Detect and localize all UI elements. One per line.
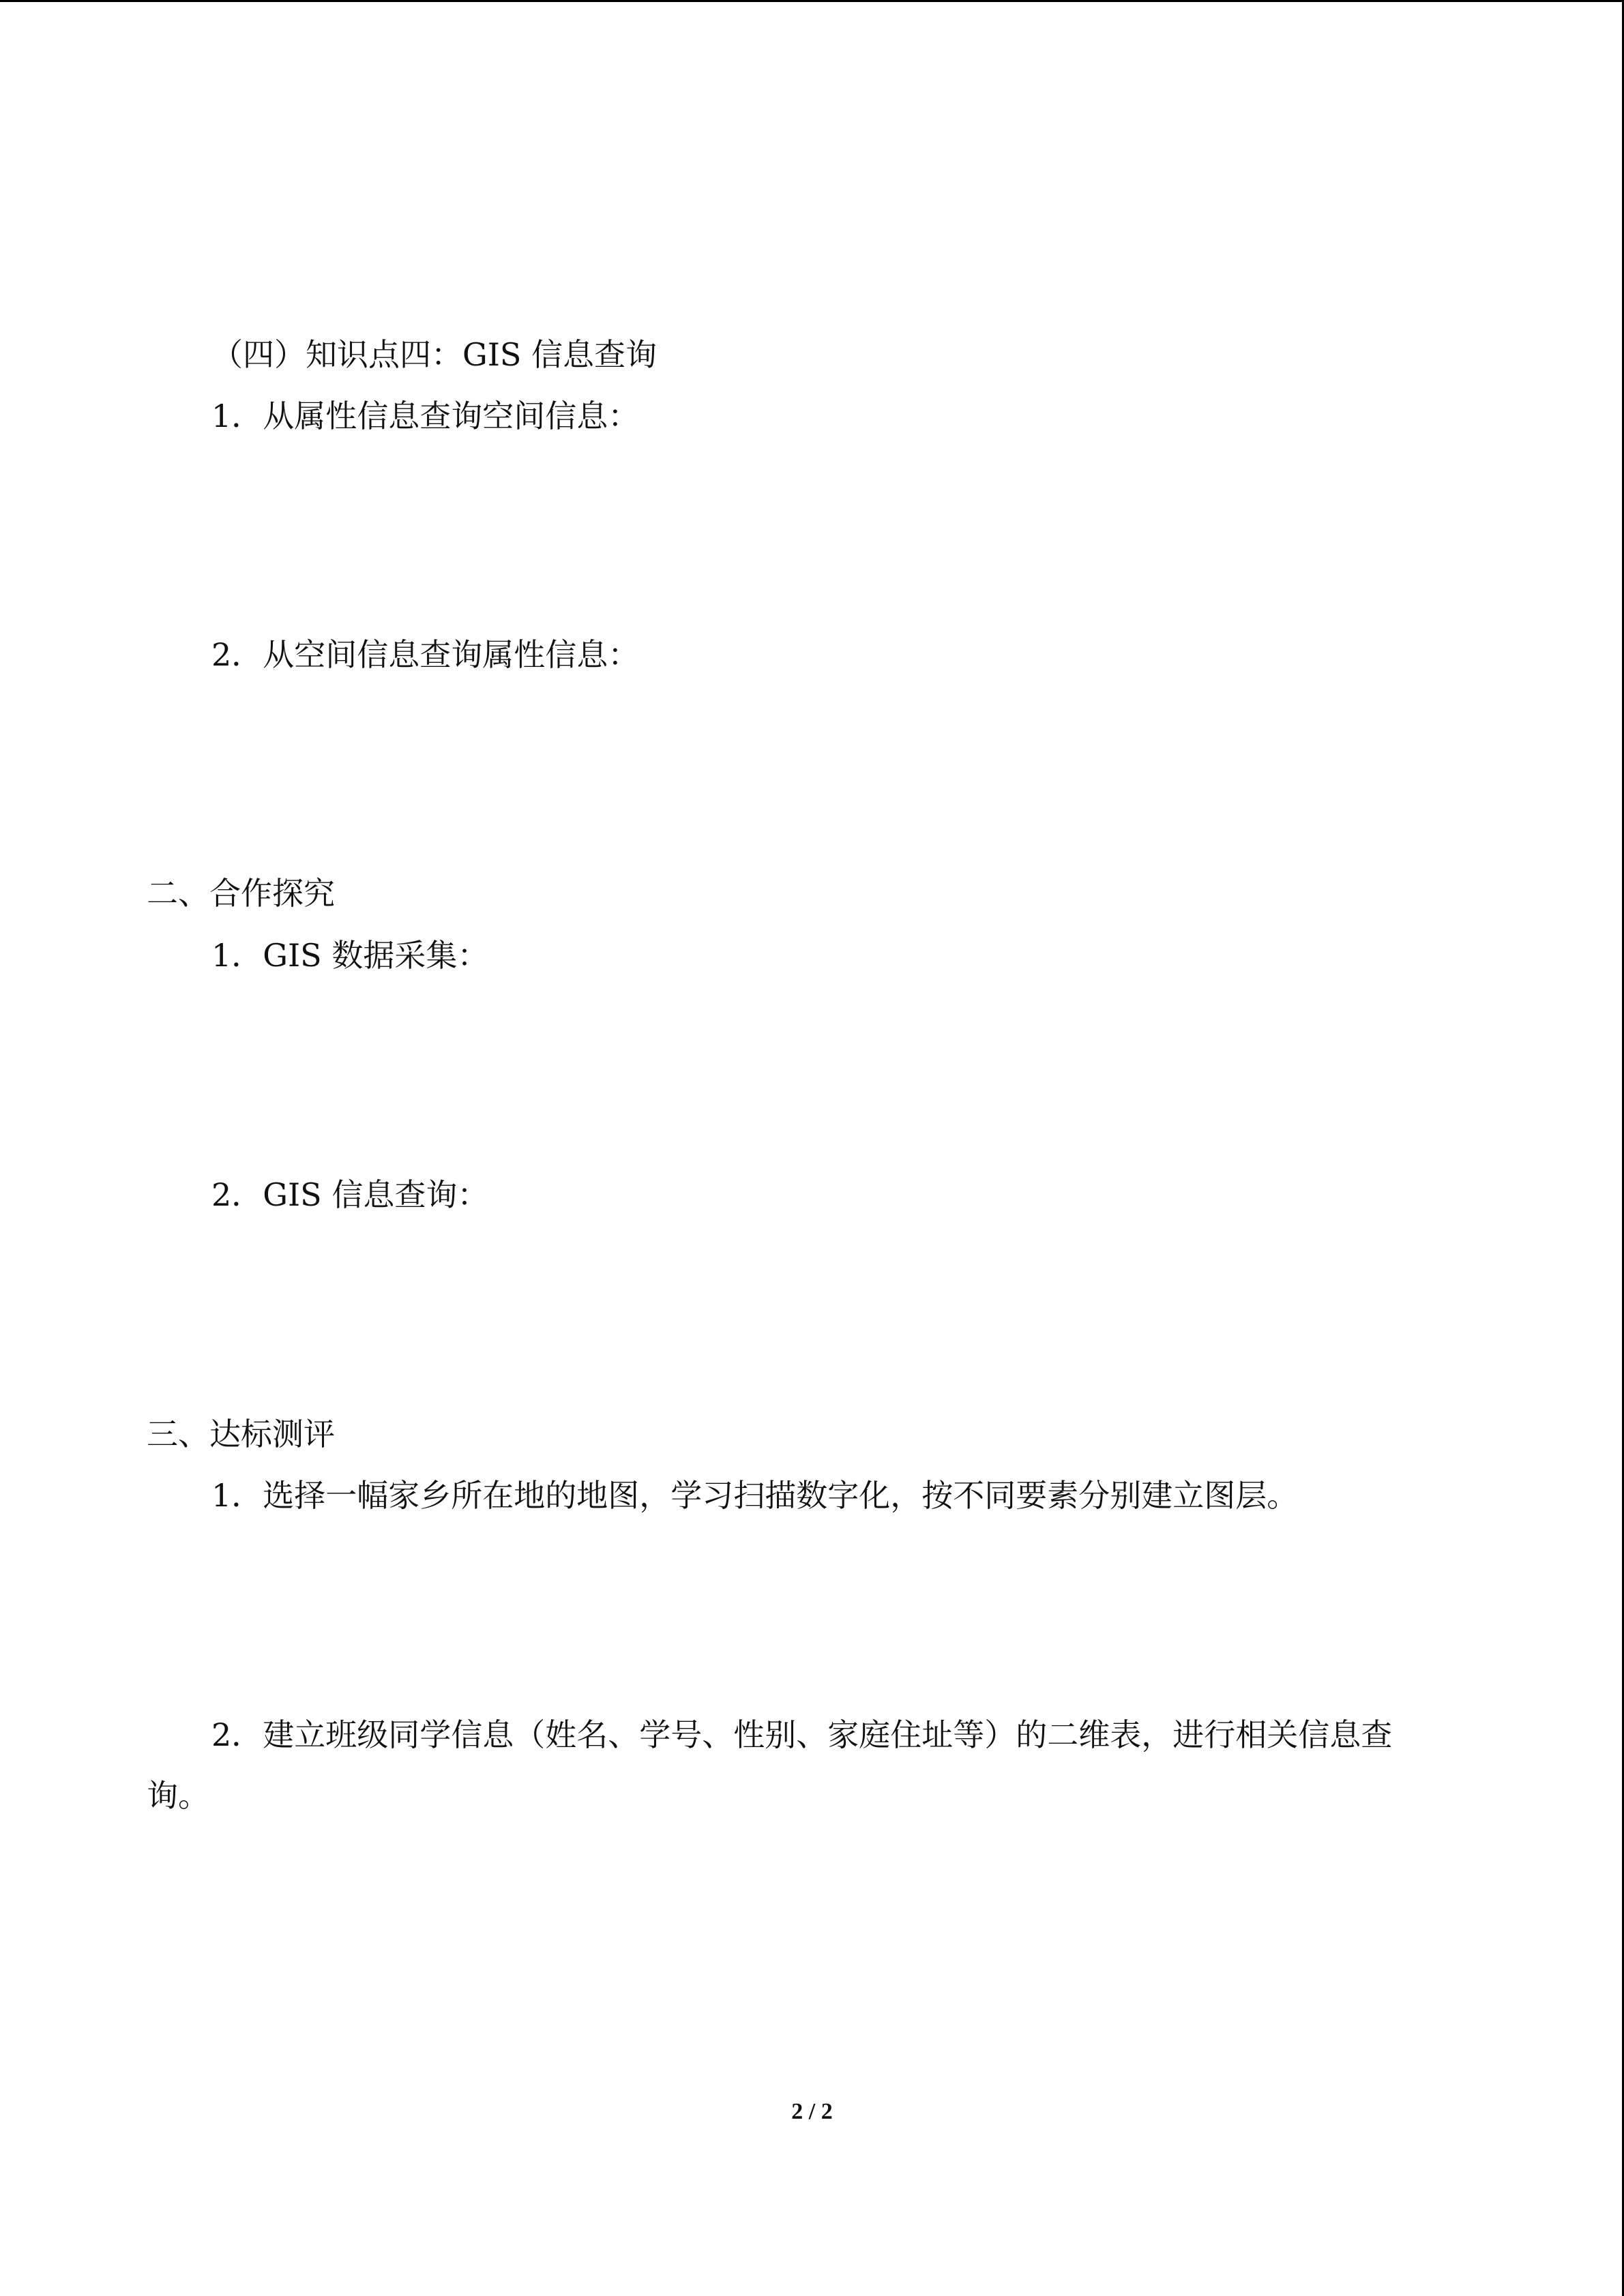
page-border-top: [0, 0, 1624, 2]
part-three-item-1: 1．选择一幅家乡所在地的地图，学习扫描数字化，按不同要素分别建立图层。: [211, 1477, 1299, 1514]
part-three-item-2-line-1: 2．建立班级同学信息（姓名、学号、性别、家庭住址等）的二维表，进行相关信息查: [211, 1716, 1393, 1753]
part-two-item-2: 2．GIS 信息查询：: [211, 1176, 489, 1213]
part-two-heading: 二、合作探究: [147, 875, 335, 912]
section-four-item-2: 2．从空间信息查询属性信息：: [211, 636, 640, 673]
part-three-heading: 三、达标测评: [147, 1416, 335, 1452]
section-four-item-1: 1．从属性信息查询空间信息：: [211, 398, 640, 434]
section-four-title: （四）知识点四：GIS 信息查询: [211, 336, 658, 373]
part-two-item-1: 1．GIS 数据采集：: [211, 937, 489, 974]
part-three-item-2-line-2: 询。: [147, 1777, 209, 1814]
page-number: 2 / 2: [791, 2099, 833, 2124]
